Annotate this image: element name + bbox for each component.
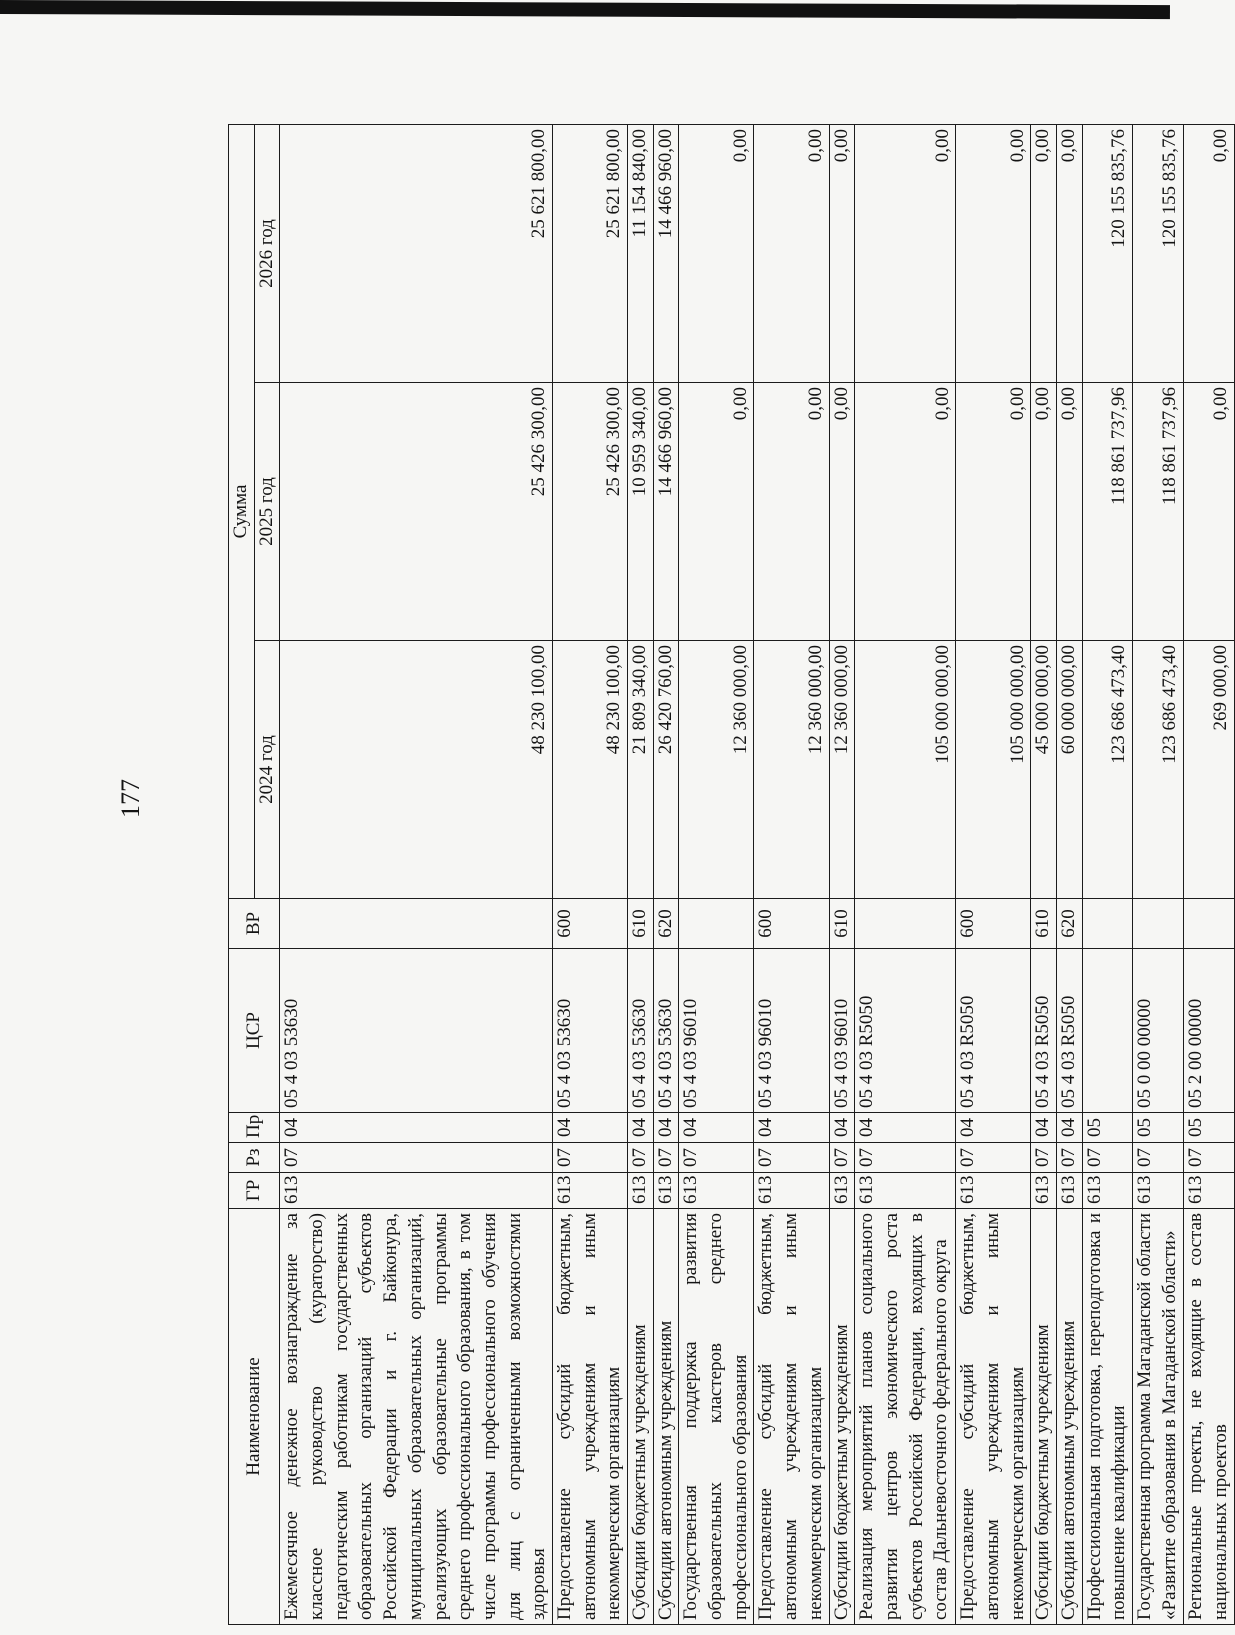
row-pr: 04 — [628, 1113, 654, 1143]
row-amount-2026: 0,00 — [829, 125, 855, 383]
row-pr: 04 — [754, 1113, 829, 1143]
table-row — [1133, 125, 1184, 1625]
table-row — [280, 125, 553, 1625]
row-name: Государственная программа Магаданской области «Развитие образования в Магаданской области» — [1133, 1209, 1184, 1625]
header-csr: ЦСР — [229, 949, 280, 1113]
row-amount-2024: 269 000,00 — [1184, 641, 1235, 899]
row-vr — [1133, 899, 1184, 949]
table-row — [653, 125, 679, 1625]
row-csr: 05 4 03 R5050 — [1031, 949, 1057, 1113]
table-row — [829, 125, 855, 1625]
row-amount-2026: 25 621 800,00 — [280, 125, 553, 383]
row-amount-2026: 0,00 — [679, 125, 754, 383]
row-pr: 04 — [280, 1113, 553, 1143]
row-amount-2024: 21 809 340,00 — [628, 641, 654, 899]
row-gr: 613 — [754, 1173, 829, 1209]
row-vr — [679, 899, 754, 949]
header-rz: Рз — [229, 1143, 280, 1173]
row-name: Предоставление субсидий бюджетным, автономным учреждениям и иным некоммерческим организациям — [552, 1209, 627, 1625]
row-rz: 07 — [628, 1143, 654, 1173]
row-rz: 07 — [829, 1143, 855, 1173]
row-rz: 07 — [855, 1143, 956, 1173]
row-amount-2024: 12 360 000,00 — [679, 641, 754, 899]
row-csr: 05 4 03 53630 — [552, 949, 627, 1113]
row-amount-2024: 123 686 473,40 — [1082, 641, 1132, 899]
row-name: Субсидии бюджетным учреждениям — [628, 1209, 654, 1625]
row-vr: 600 — [552, 899, 627, 949]
row-gr: 613 — [956, 1173, 1031, 1209]
header-pr: Пр — [229, 1113, 280, 1143]
row-gr: 613 — [653, 1173, 679, 1209]
row-rz: 07 — [679, 1143, 754, 1173]
row-vr: 620 — [653, 899, 679, 949]
row-name: Субсидии автономным учреждениям — [1056, 1209, 1082, 1625]
row-pr: 04 — [956, 1113, 1031, 1143]
page-number: 177 — [116, 779, 145, 818]
row-rz: 07 — [956, 1143, 1031, 1173]
row-rz: 07 — [1031, 1143, 1057, 1173]
row-csr: 05 4 03 53630 — [280, 949, 553, 1113]
row-gr: 613 — [855, 1173, 956, 1209]
header-gr: ГР — [229, 1173, 280, 1209]
table-row — [1056, 125, 1082, 1625]
row-pr: 04 — [1031, 1113, 1057, 1143]
table-row — [552, 125, 627, 1625]
row-name: Реализация мероприятий планов социального развития центров экономического роста субъектов Российской Федерации, входящих в состав Дальневосточного федерального округа — [855, 1209, 956, 1625]
row-amount-2026: 0,00 — [1031, 125, 1057, 383]
row-name: Предоставление субсидий бюджетным, автономным учреждениям и иным некоммерческим организациям — [754, 1209, 829, 1625]
row-gr: 613 — [280, 1173, 553, 1209]
top-scan-border — [0, 0, 1170, 19]
row-amount-2025: 25 426 300,00 — [280, 383, 553, 641]
row-amount-2025: 0,00 — [829, 383, 855, 641]
row-rz: 07 — [754, 1143, 829, 1173]
row-pr: 04 — [679, 1113, 754, 1143]
table-row — [679, 125, 754, 1625]
row-name: Субсидии бюджетным учреждениям — [829, 1209, 855, 1625]
row-pr: 04 — [653, 1113, 679, 1143]
row-csr: 05 0 00 00000 — [1133, 949, 1184, 1113]
row-gr: 613 — [1184, 1173, 1235, 1209]
budget-table — [228, 124, 1235, 1625]
row-vr — [1082, 899, 1132, 949]
row-vr: 610 — [628, 899, 654, 949]
row-amount-2025: 25 426 300,00 — [552, 383, 627, 641]
header-year-2025: 2025 год — [254, 383, 280, 641]
row-csr: 05 4 03 53630 — [653, 949, 679, 1113]
row-pr: 04 — [855, 1113, 956, 1143]
row-csr: 05 4 03 R5050 — [1056, 949, 1082, 1113]
row-gr: 613 — [829, 1173, 855, 1209]
header-year-2026: 2026 год — [254, 125, 280, 383]
row-vr: 600 — [754, 899, 829, 949]
row-gr: 613 — [1056, 1173, 1082, 1209]
row-amount-2026: 11 154 840,00 — [628, 125, 654, 383]
row-amount-2026: 120 155 835,76 — [1133, 125, 1184, 383]
row-amount-2024: 26 420 760,00 — [653, 641, 679, 899]
row-amount-2025: 0,00 — [754, 383, 829, 641]
budget-table-container — [228, 125, 1232, 1625]
row-amount-2025: 0,00 — [1031, 383, 1057, 641]
header-sum: Сумма — [229, 125, 255, 899]
row-vr — [280, 899, 553, 949]
row-amount-2025: 118 861 737,96 — [1133, 383, 1184, 641]
table-row — [754, 125, 829, 1625]
row-name: Профессиональная подготовка, переподготовка и повышение квалификации — [1082, 1209, 1132, 1625]
table-row — [1082, 125, 1132, 1625]
header-name: Наименование — [229, 1209, 280, 1625]
table-row — [1031, 125, 1057, 1625]
row-amount-2025: 0,00 — [1056, 383, 1082, 641]
table-row — [1184, 125, 1235, 1625]
header-vr: ВР — [229, 899, 280, 949]
row-amount-2024: 45 000 000,00 — [1031, 641, 1057, 899]
table-row — [855, 125, 956, 1625]
row-rz: 07 — [1056, 1143, 1082, 1173]
row-pr: 04 — [552, 1113, 627, 1143]
row-name: Государственная поддержка развития образовательных кластеров среднего профессионального образования — [679, 1209, 754, 1625]
row-amount-2025: 14 466 960,00 — [653, 383, 679, 641]
row-pr: 05 — [1082, 1113, 1132, 1143]
budget-table-body — [280, 125, 1235, 1625]
row-name: Предоставление субсидий бюджетным, автономным учреждениям и иным некоммерческим организациям — [956, 1209, 1031, 1625]
row-csr: 05 4 03 R5050 — [855, 949, 956, 1113]
row-amount-2024: 12 360 000,00 — [829, 641, 855, 899]
row-csr: 05 4 03 53630 — [628, 949, 654, 1113]
row-rz: 07 — [1133, 1143, 1184, 1173]
header-year-2024: 2024 год — [254, 641, 280, 899]
row-rz: 07 — [280, 1143, 553, 1173]
row-amount-2026: 25 621 800,00 — [552, 125, 627, 383]
row-vr: 610 — [1031, 899, 1057, 949]
row-amount-2024: 48 230 100,00 — [552, 641, 627, 899]
row-amount-2026: 0,00 — [1184, 125, 1235, 383]
row-amount-2026: 0,00 — [1056, 125, 1082, 383]
table-row — [956, 125, 1031, 1625]
row-amount-2025: 0,00 — [679, 383, 754, 641]
row-amount-2026: 0,00 — [855, 125, 956, 383]
row-pr: 04 — [829, 1113, 855, 1143]
row-vr: 610 — [829, 899, 855, 949]
row-amount-2026: 120 155 835,76 — [1082, 125, 1132, 383]
row-amount-2025: 0,00 — [956, 383, 1031, 641]
row-amount-2024: 123 686 473,40 — [1133, 641, 1184, 899]
row-amount-2024: 105 000 000,00 — [855, 641, 956, 899]
row-csr — [1082, 949, 1132, 1113]
row-gr: 613 — [628, 1173, 654, 1209]
row-csr: 05 2 00 00000 — [1184, 949, 1235, 1113]
row-name: Субсидии бюджетным учреждениям — [1031, 1209, 1057, 1625]
row-amount-2024: 12 360 000,00 — [754, 641, 829, 899]
table-row — [628, 125, 654, 1625]
row-gr: 613 — [552, 1173, 627, 1209]
row-amount-2026: 0,00 — [754, 125, 829, 383]
row-vr: 620 — [1056, 899, 1082, 949]
row-gr: 613 — [1133, 1173, 1184, 1209]
row-amount-2025: 10 959 340,00 — [628, 383, 654, 641]
row-vr: 600 — [956, 899, 1031, 949]
row-rz: 07 — [1184, 1143, 1235, 1173]
row-csr: 05 4 03 R5050 — [956, 949, 1031, 1113]
row-vr — [855, 899, 956, 949]
row-gr: 613 — [1031, 1173, 1057, 1209]
row-pr: 04 — [1056, 1113, 1082, 1143]
row-vr — [1184, 899, 1235, 949]
row-amount-2024: 60 000 000,00 — [1056, 641, 1082, 899]
row-rz: 07 — [1082, 1143, 1132, 1173]
row-rz: 07 — [552, 1143, 627, 1173]
row-gr: 613 — [679, 1173, 754, 1209]
row-amount-2025: 118 861 737,96 — [1082, 383, 1132, 641]
row-pr: 05 — [1133, 1113, 1184, 1143]
row-amount-2024: 48 230 100,00 — [280, 641, 553, 899]
row-csr: 05 4 03 96010 — [829, 949, 855, 1113]
row-amount-2024: 105 000 000,00 — [956, 641, 1031, 899]
row-rz: 07 — [653, 1143, 679, 1173]
row-csr: 05 4 03 96010 — [679, 949, 754, 1113]
row-pr: 05 — [1184, 1113, 1235, 1143]
row-csr: 05 4 03 96010 — [754, 949, 829, 1113]
row-gr: 613 — [1082, 1173, 1132, 1209]
row-name: Субсидии автономным учреждениям — [653, 1209, 679, 1625]
row-name: Ежемесячное денежное вознаграждение за классное руководство (кураторство) педагогическим работникам государственных образовательных организаций субъектов Российской Федерации и г. Байконура, муниципальных образовательных организаций, реализующих образовательные программы среднего профессионального образования, в том числе программы профессионального обучения для лиц с ограниченными возможностями здоровья — [280, 1209, 553, 1625]
row-name: Региональные проекты, не входящие в состав национальных проектов — [1184, 1209, 1235, 1625]
row-amount-2026: 14 466 960,00 — [653, 125, 679, 383]
row-amount-2025: 0,00 — [855, 383, 956, 641]
row-amount-2025: 0,00 — [1184, 383, 1235, 641]
row-amount-2026: 0,00 — [956, 125, 1031, 383]
